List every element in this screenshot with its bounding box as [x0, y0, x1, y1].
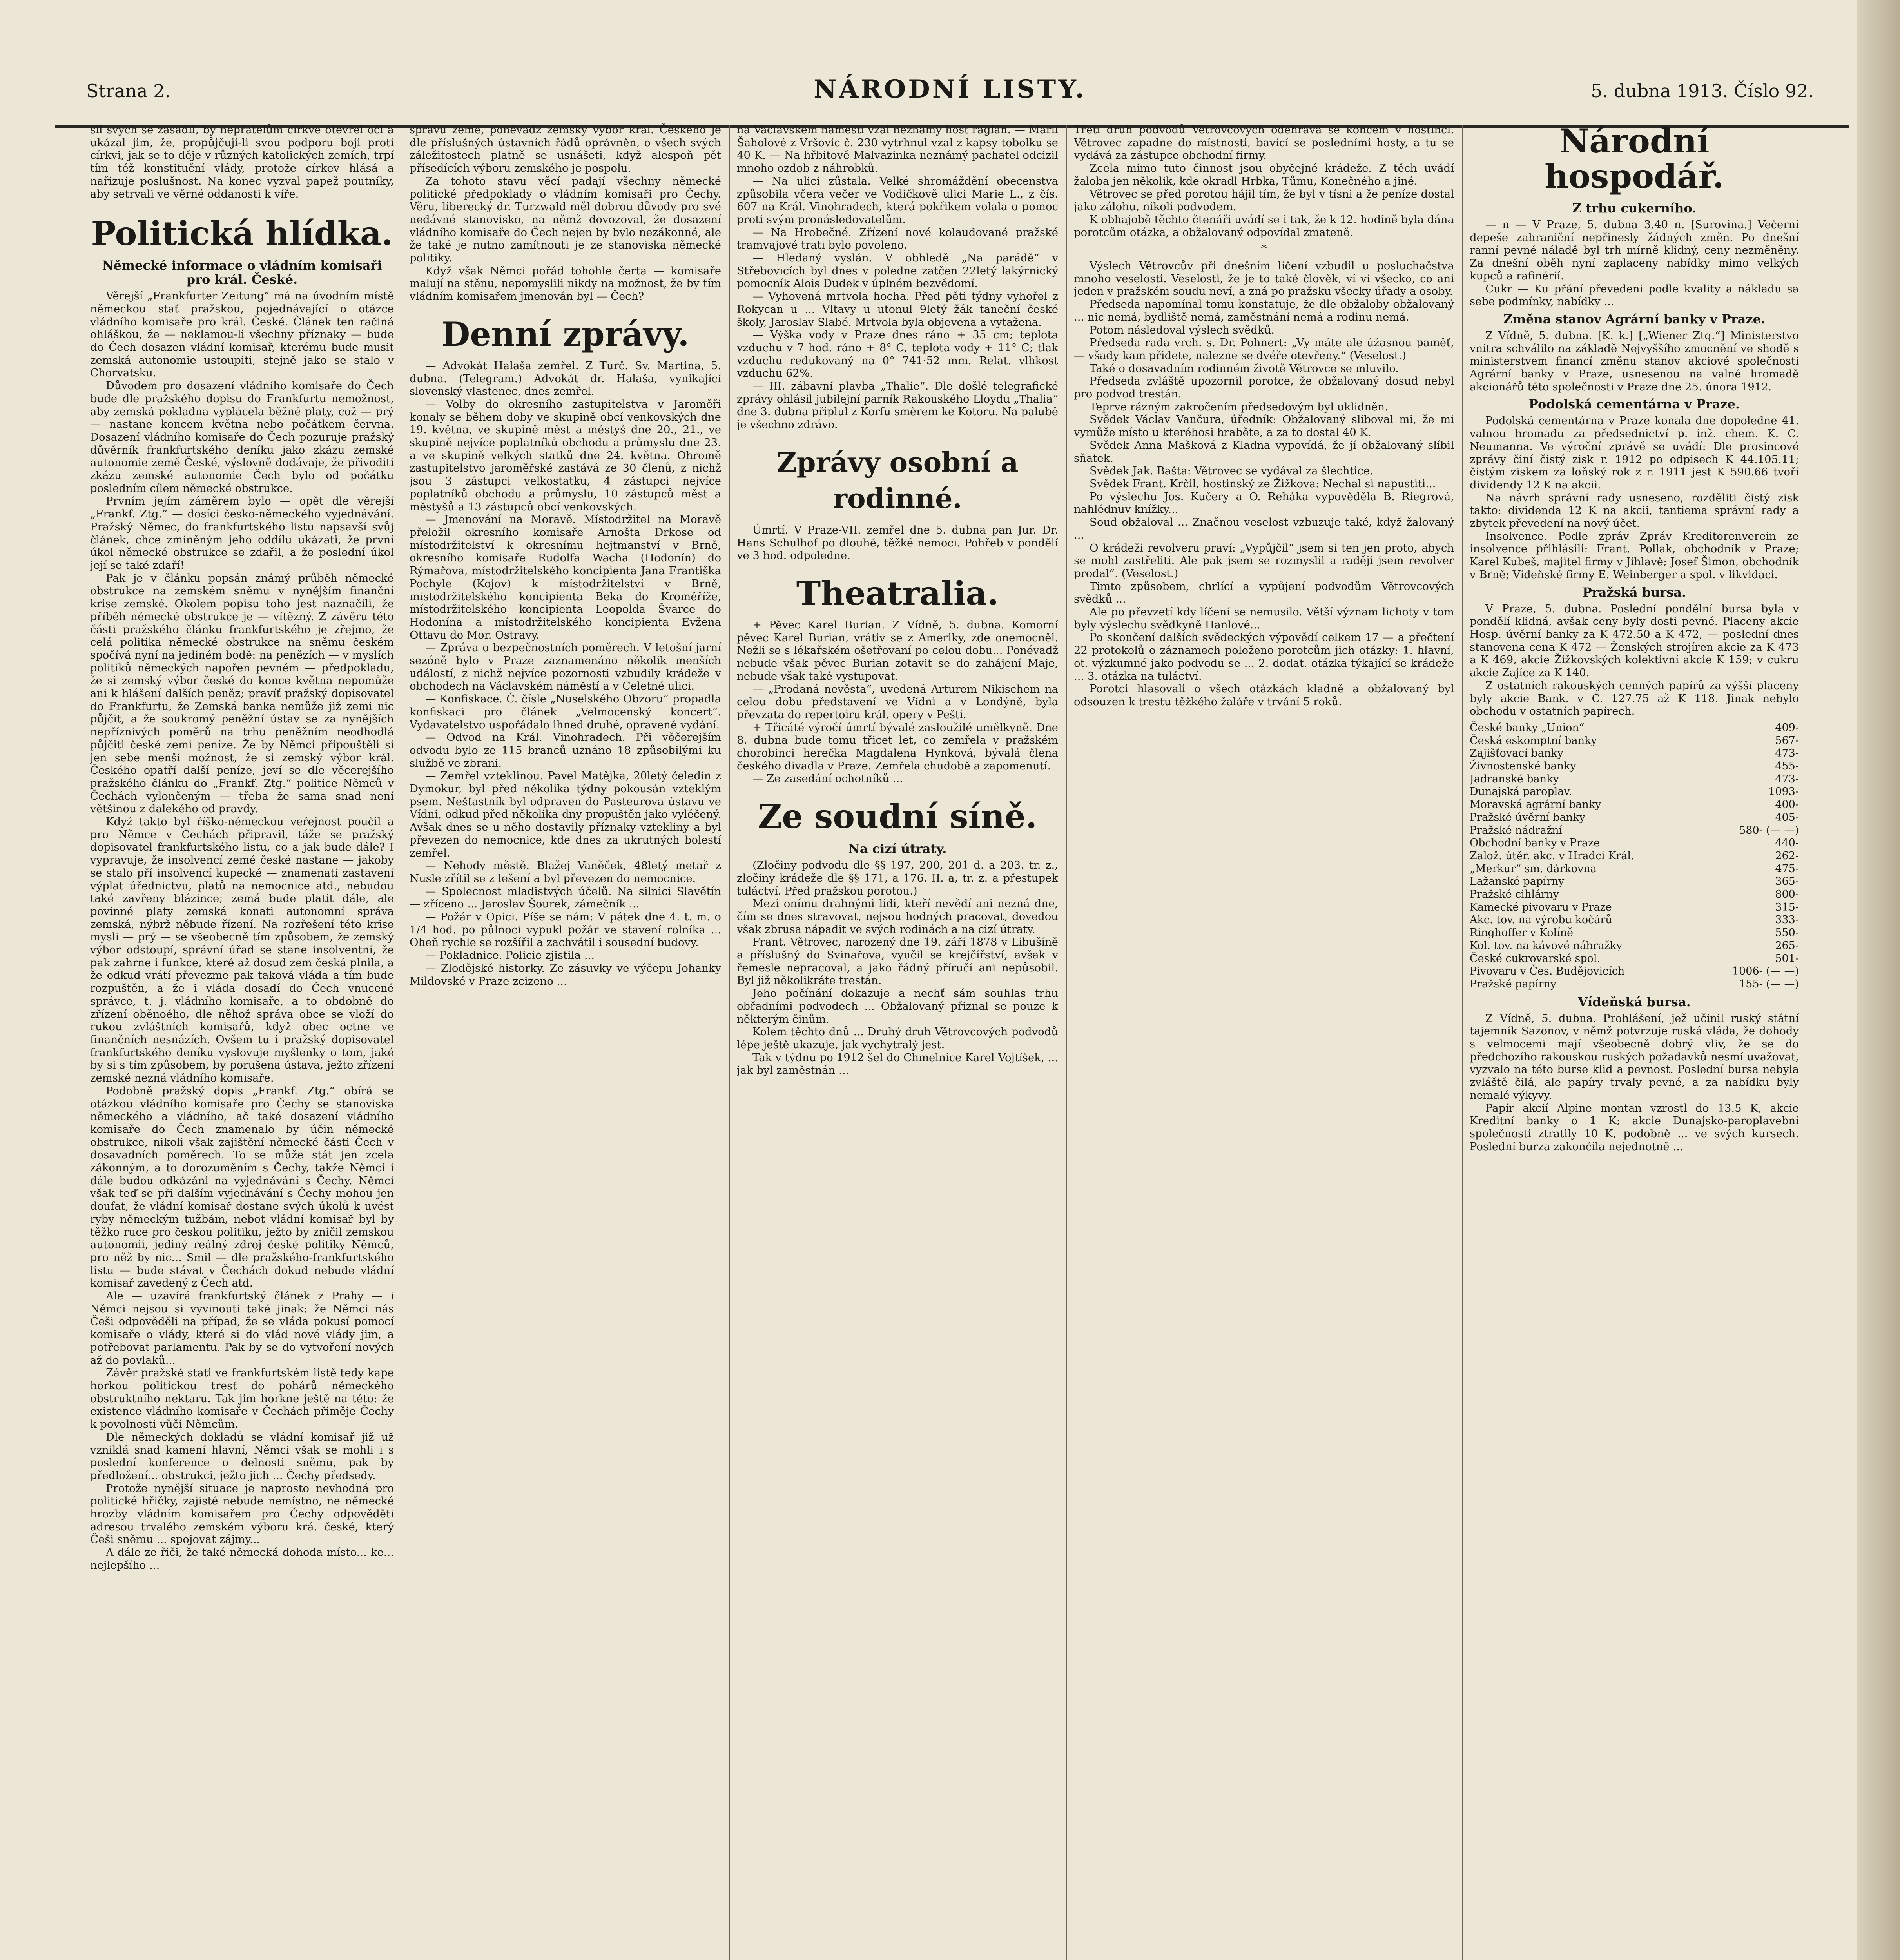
paragraph: Větrovec se před porotou hájil tím, že byl v tísni a že peníze dostal jako zálohu, nikoli podvodem.	[1074, 187, 1454, 213]
news-item: — Zpráva o bezpečnostních poměrech. V letošní jarní sezóně bylo v Praze zaznamenáno několik menších událostí, z nichž nejvíce pozornosti vzbudily krádeže v obchodech na Václavském náměstí a v Celetné ulici.	[410, 641, 721, 693]
stock-name: Akc. tov. na výrobu kočárů	[1470, 914, 1612, 926]
paragraph: A dále ze řiči, že také německá dohoda místo... ke... nejlepšího ...	[90, 1546, 394, 1572]
section-headline-ze-soudni-sine: Ze soudní síně.	[758, 797, 1037, 836]
stock-quote-row	[1470, 722, 1799, 735]
paragraph: Na návrh správní rady usneseno, rozděliti čistý zisk takto: dividenda 12 K na akcii, tantiema správní rady a zbytek převedení na nový účet.	[1470, 491, 1799, 530]
paragraph: — n — V Praze, 5. dubna 3.40 n. [Surovina.] Večerní depeše zahraniční nepřinesly žádných změn. Po dnešní ranní pevné náladě byl trh mírně klidný, ceny nezměněny. Za dnešní oběh nyní zaplaceny nabídky mimo velkých kupců a rafinérií.	[1470, 218, 1799, 282]
stock-quote-row	[1470, 940, 1799, 953]
stock-name: Kamecké pivovaru v Praze	[1470, 901, 1612, 913]
paragraph: O krádeži revolveru praví: „Vypůjčil“ jsem si ten jen proto, abych se mohl zastřeliti. Ale pak jsem se rozmyslil a raději jsem revolver prodal“. (Veselost.)	[1074, 541, 1454, 580]
paragraph: Po skončení dalších svědeckých výpovědí celkem 17 — a přečtení 22 protokolů o záznamech položeno porotcům jich otázky: 1. hlavní, ot. výzkumné jako podvodu se ... 2. dodat. otázka týkající se krádeže ... 3. otázka na tuláctví.	[1074, 631, 1454, 682]
stock-quote-row	[1470, 875, 1799, 888]
stock-name: Pražské cihlárny	[1470, 888, 1559, 901]
stock-price: 400-	[1775, 799, 1799, 811]
paragraph: (Zločiny podvodu dle §§ 197, 200, 201 d. a 203. tr. z., zločiny krádeže dle §§ 171, a 176. II. a, tr. z. a přestupek tuláctví. Před pražskou porotou.)	[737, 859, 1058, 897]
stock-price: 1093-	[1768, 786, 1799, 798]
paragraph: Timto způsobem, chrlící a vypůjení podvodům Větrovcových svědků ...	[1074, 580, 1454, 606]
paragraph: Z ostatních rakouských cenných papírů za výšší placeny byly akcie Bank. v Č. 127.75 až K 118. Jinak nebylo obchodu v ostatních papírech.	[1470, 679, 1799, 718]
paragraph: V Praze, 5. dubna. Poslední pondělní bursa byla v pondělí klidná, avšak ceny byly dosti pevné. Placeny akcie Hosp. úvěrní banky za K 472.50 a K 472, — poslední dnes stanovena cena K 472 — Ženských strojíren akcie za K 473 a K 469, akcie Žižkovských kolektivní akcie K 159; v cukru akcie Zajíce za K 140.	[1470, 602, 1799, 679]
stock-quote-row	[1470, 824, 1799, 837]
paragraph: Papír akcií Alpine montan vzrostl do 13.5 K, akcie Kreditní banky o 1 K; akcie Dunajsko-paroplavební společnosti ztratily 10 K, podobně ... ve svých kursech. Poslední burza zakončila nejednotně ...	[1470, 1102, 1799, 1153]
news-item: — Ze zasedání ochotníků ...	[752, 772, 903, 785]
news-item: — Odvod na Král. Vinohradech. Při věčerejším odvodu bylo ze 115 branců uznáno 18 způsobilými ku službě ve zbrani.	[410, 731, 721, 769]
stock-price: 800-	[1775, 888, 1799, 901]
stock-name: Živnostenské banky	[1470, 760, 1576, 773]
stock-quote-row	[1470, 953, 1799, 965]
stock-quote-row	[1470, 965, 1799, 978]
column-1	[90, 123, 394, 1960]
article-subheading: Z trhu cukerního.	[1572, 201, 1697, 216]
stock-price: 473-	[1775, 747, 1799, 760]
paragraph: Insolvence. Podle zpráv Zpráv Kreditorenverein ze insolvence přihlásili: Frant. Pollak, obchodník v Praze; Karel Kubeš, majitel firmy v Jihlavě; Josef Šimon, obchodník v Brně; Vídeňské firmy E. Weinberger a spol. v likvidaci.	[1470, 530, 1799, 581]
stock-quote-row	[1470, 927, 1799, 940]
stock-price: 475-	[1775, 862, 1799, 875]
article-subheading: Na cizí útraty.	[848, 841, 947, 857]
article-subheading: Německé informace o vládním komisaři pro král. České.	[102, 258, 382, 287]
column-divider	[729, 125, 730, 1960]
news-item: — Výška vody v Praze dnes ráno + 35 cm; teplota vzduchu v 7 hod. ráno + 8° C, teplota vody + 11° C; tlak vzduchu redukovaný na 0° 741·52 mm. Relat. vlhkost vzduchu 62%.	[737, 328, 1058, 380]
stock-quote-row	[1470, 850, 1799, 863]
paragraph: Svědek Jak. Bašta: Větrovec se vydával za šlechtice.	[1090, 465, 1373, 477]
stock-price: 580- (— —)	[1739, 824, 1799, 837]
news-item: — Hledaný vyslán. V obhledě „Na parádě“ v Střebovicích byl dnes v poledne zatčen 22letý lakýrnický pomocník Alois Dudek v úplném bezvědomí.	[737, 252, 1058, 290]
paragraph: Pak je v článku popsán známý průběh německé obstrukce na zemském sněmu v nynějším finanční krise zemské. Okolem popisu toho jest naznačili, že příběh německé obstrukce je — vítězný. Z závěru této části pražského článku frankfurtského je zřejmo, že celá politika německé obstrukce na sněmu českém spočívá nyní na jediném bodě: na penězích — v myslích politiků německých napořen pevném — předpokladu, že si zemský výbor české do konce května nepomůže ani k hlášení dalších peněz; pravíť pražský dopisovatel do Frankfurtu, že Zemská banka nemůže již zemi nic půjčit, a že soukromý peněžní ústav se za nynějších nepříznivých poměrů na trhu peněžním neodhodlá půjčiti české zemi peníze. Že by Němci připouštěli si jen sebe menší možnost, že si zemský výbor král. Českého opatří další peníze, jeví se dle věcerejšího pražského článku do „Frankf. Ztg.“ politice Němců v Čechách vylončeným — třeba že sama snad není většinou z dalekého od pravdy.	[90, 572, 394, 815]
news-item: — Na Hrobečné. Zřízení nové kolaudované pražské tramvajové trati bylo povoleno.	[737, 226, 1058, 252]
paragraph: Předseda zvláště upozornil porotce, že obžalovaný dosud nebyl pro podvod trestán.	[1074, 375, 1454, 401]
news-item: na Václavském náměstí vzal neznámý host raglán. — Marii Šaholové z Vršovic č. 230 vytrhnul vzal z kapsy tobolku se 40 K. — Na hřbitově Malvazinka neznámý pachatel odcizil mnoho ozdob z náhrobků.	[737, 123, 1058, 175]
stock-quote-row	[1470, 786, 1799, 799]
paragraph: Z Vídně, 5. dubna. [K. k.] [„Wiener Ztg.“] Ministerstvo vnitra schválilo na základě Nejvyššího zmocnění ve shodě s ministerstvem financí změnu stanov akciové společnosti Agrární banky v Praze, usnesenou na valné hromadě akcionářů této společnosti v Praze dne 25. února 1912.	[1470, 329, 1799, 393]
news-item: — „Prodaná nevěsta“, uvedená Arturem Nikischem na celou dobu představení ve Vídni a v Londýně, byla převzata do repertoiru král. opery v Pešti.	[737, 682, 1058, 721]
masthead-title: NÁRODNÍ LISTY.	[814, 74, 1086, 104]
stock-quote-row	[1470, 760, 1799, 773]
stock-name: Pražské nádražní	[1470, 824, 1563, 837]
paragraph: Cukr — Ku přání převedeni podle kvality a nákladu sa sebe podmínky, nabídky ...	[1470, 282, 1799, 308]
news-item: — Požár v Opici. Píše se nám: V pátek dne 4. t. m. o 1/4 hod. po půlnoci vypukl požár ve stavení rolníka ... Oheň rychle se rozšířil a zachvátil i sousední budovy.	[410, 911, 721, 949]
stock-quote-row	[1470, 837, 1799, 850]
stock-name: Dunajská paroplav.	[1470, 786, 1572, 798]
news-item: — Jmenování na Moravě. Místodržitel na Moravě přeložil okresního komisaře Arnošta Drkose od místodržitelství k okresnímu hejtmanství v Brně, okresního komisaře Rudolfa Wacha (Hodonín) do Rýmařova, místodržitelského koncipienta Jana Františka Pochyle (Kojov) k místodržitelství v Brně, místodržitelského koncipienta Beka do Kroměříže, místodržitelského koncipienta Leopolda Švarce do Hodonína a místodržitelského koncipienta Evžena Ottavu do Mor. Ostravy.	[410, 513, 721, 641]
stock-name: Pražské papírny	[1470, 978, 1557, 990]
paragraph: Zcela mimo tuto činnost jsou obyčejné krádeže. Z těch uvádí žaloba jen několik, kde okradl Hrbka, Tůmu, Konečného a jiné.	[1074, 162, 1454, 187]
paragraph: Soud obžaloval ... Značnou veselost vzbuzuje také, když žalovaný ...	[1074, 516, 1454, 541]
paragraph: Závěr pražské stati ve frankfurtském listě tedy kape horkou politickou tresť do pohárů německého obstruktního nektaru. Tak jim horkne ještě na této: že existence vládního komisaře v Čechách přiměje Čechy k povolnosti vůči Němcům.	[90, 1367, 394, 1431]
paragraph: Svědek Frant. Krčil, hostinský ze Žižkova: Nechal si napustiti...	[1090, 477, 1436, 490]
stock-price: 455-	[1775, 760, 1799, 773]
stock-price: 473-	[1775, 773, 1799, 785]
stock-price: 501-	[1775, 952, 1799, 965]
paragraph: Ale — uzavírá frankfurtský článek z Prahy — i Němci nejsou si vyvinouti také jinak: že Němci nás Češi odpověděli na případ, že se vláda pokusí pomocí komisaře o vlády, které si do vlád nové vlády jim, a potřebovat parlamentu. Pak by se do vytvoření nových až do povlaků...	[90, 1290, 394, 1367]
stock-name: Kol. tov. na kávové náhražky	[1470, 939, 1623, 952]
paragraph: Podobně pražský dopis „Frankf. Ztg.“ obírá se otázkou vládního komisaře pro Čechy se stanoviska německého a vládního, ač také dosazení vládního komisaře do Čech znamenalo by účin německé obstrukce, nikoli však zajištění německé části Čech v dosavadních poměrech. To se může stát jen zcela zákonným, a to dorozuměním s Čechy, takže Němci i dále budou odkázáni na vyjednávání s Čechy. Němci však teď se při dalším vyjednávání s Čechy mohou jen doufat, že vládní komisař dostane svých úkolů k uvést ryby německým tužbám, nebot vládní komisař byl by těžko ruce pro českou politiku, ježto by zničil zemskou autonomii, jediný reálný zdroj české politiky Němců, pro něž by nic... Smil — dle pražského-frankfurtského listu — bude stávat v Čechách dokud nebude vládní komisař zavedený z Čech atd.	[90, 1084, 394, 1290]
paragraph: Také o dosavadním rodinném životě Větrovce se mluvilo.	[1090, 362, 1399, 375]
stock-name: České cukrovarské spol.	[1470, 952, 1601, 965]
stock-price: 440-	[1775, 837, 1799, 849]
paragraph: Za tohoto stavu věcí padají všechny německé politické předpoklady o vládním komisaři pro Čechy. Věru, liberecký dr. Turzwald měl dobrou důvody pro své nedávné stanovisko, na němž dovozoval, že dosazení vládního komisaře do Čech nejen by bylo nezákonné, ale že také je nutno zamítnouti je ze stanoviska německé politiky.	[410, 174, 721, 265]
section-separator: *	[1261, 242, 1267, 256]
column-divider	[1462, 125, 1463, 1960]
page-number: Strana 2.	[86, 80, 170, 102]
article-subheading: Změna stanov Agrární banky v Praze.	[1503, 311, 1766, 327]
paragraph: Po výslechu Jos. Kučery a O. Reháka vypověděla B. Riegrová, nahlédnuv knížky...	[1074, 490, 1454, 516]
paragraph: Výslech Větrovcův při dnešním líčení vzbudil u posluchačstva mnoho veselosti. Veselosti, že je to také člověk, ví ví všecko, co ani jeden v pražském soudu neví, a zná po pražsku všecky úřady a osoby.	[1074, 260, 1454, 298]
article-subheading: Pražská bursa.	[1582, 584, 1686, 600]
stock-name: Zajišťovací banky	[1470, 747, 1563, 760]
stock-quote-row	[1470, 747, 1799, 760]
column-2	[410, 123, 721, 1960]
section-headline-narodni-hospodar: Národní hospodář.	[1544, 123, 1724, 196]
paragraph: Kolem těchto dnů ... Druhý druh Větrovcových podvodů lépe ještě ukazuje, jak vychytralý jest.	[737, 1025, 1058, 1051]
stock-name: Lažanské papírny	[1470, 875, 1565, 888]
section-headline-politicka-hlidka: Politická hlídka.	[91, 214, 393, 253]
stock-price: 405-	[1775, 811, 1799, 824]
paragraph: Protože nynější situace je naprosto nevhodná pro politické hřičky, zajisté nebude nemístno, ne německé hrozby vládním komisařem pro Čechy odpověděti adresou trvalého zemském výboru krá. české, který Češi sněmu ... spojovat zájmy...	[90, 1482, 394, 1546]
stock-price: 315-	[1775, 901, 1799, 913]
stock-name: Pivovaru v Čes. Budějovicích	[1470, 965, 1625, 978]
news-item: — Na ulici zůstala. Velké shromáždění obecenstva způsobila včera večer ve Vodičkově ulici Marie L., z čís. 607 na Král. Vinohradech, která pokřikem volala o pomoc proti svým pronásledovatelům.	[737, 174, 1058, 226]
stock-price: 155- (— —)	[1739, 978, 1799, 990]
stock-name: Moravská agrární banky	[1470, 799, 1601, 811]
news-item: + Pěvec Karel Burian. Z Vídně, 5. dubna. Komorní pěvec Karel Burian, vrátiv se z Ameriky, zde onemocněl. Nežli se s lékařském ošetřovaní po celou dobu... Ponévadž nebude však pěvec Burian zotavit se do zahájení Maje, nebude však také vystupovat.	[737, 618, 1058, 682]
stock-name: Ringhoffer v Kolíně	[1470, 927, 1574, 939]
stock-quotes-list	[1470, 722, 1799, 991]
news-item: — Nehody městě. Blažej Vaněček, 48letý metař z Nusle zřítil se z lešení a byl převezen do nemocnice.	[410, 859, 721, 885]
stock-price: 1006- (— —)	[1732, 965, 1799, 978]
stock-price: 333-	[1775, 914, 1799, 926]
issue-date: 5. dubna 1913. Číslo 92.	[1591, 80, 1814, 102]
stock-quote-row	[1470, 888, 1799, 901]
stock-name: Obchodní banky v Praze	[1470, 837, 1600, 849]
news-item: — Konfiskace. Č. čísle „Nuselského Obzoru“ propadla konfiskaci pro článek „Velmocenský koncert“. Vydavatelstvo uspořádalo ihned druhé, opravené vydání.	[410, 693, 721, 731]
news-item: — Zemřel vzteklinou. Pavel Matějka, 20letý čeledín z Dymokur, byl před několika týdny pokousán vzteklým psem. Nešťastník byl odpraven do Pasteurova ústavu ve Vídni, odkud před několika dny propuštěn jako vyléčený. Avšak dnes se u něho dostavily příznaky vztekliny a byl převezen do nemocnice, kde dnes za ukrutných bolestí zemřel.	[410, 769, 721, 859]
paragraph: Třetí druh podvodů Větrovcových odehrává se koncem v hostinci. Větrovec zapadne do místnosti, bavící se posledními hosty, a tu se vydává za zástupce obchodní firmy.	[1074, 123, 1454, 162]
section-headline-theatralia: Theatralia.	[796, 573, 999, 613]
paragraph: Teprve rázným zakročením předsedovým byl uklidněn.	[1090, 400, 1388, 413]
article-subheading: Vídeňská bursa.	[1578, 994, 1691, 1009]
paragraph: Důvodem pro dosazení vládního komisaře do Čech bude dle pražského dopisu do Frankfurtu nemožnost, aby zemská pokladna vyplácela běžné platy, což — prý — nastane koncem května nebo počátkem června. Dosazení vládního komisaře do Čech pozuruje pražský důvěrník frankfurtského deníku jako zkázu zemské autonomie země České, výslovně dodávaje, že přivoditi zkázu zemské autonomie Čech bylo od počátku posledním cílem německé obstrukce.	[90, 379, 394, 495]
stock-name: Česká eskomptní banky	[1470, 734, 1597, 747]
section-headline-denni-zpravy: Denní zprávy.	[441, 314, 689, 354]
news-item: — Spolecnost mladistvých účelů. Na silnici Slavětín — zříceno ... Jaroslav Šourek, zámečník ...	[410, 885, 721, 911]
stock-price: 550-	[1775, 927, 1799, 939]
article-subheading: Podolská cementárna v Praze.	[1528, 397, 1740, 412]
paragraph: Frant. Větrovec, narozený dne 19. září 1878 v Libušíně a příslušný do Svinařova, vyučil se krejčířství, avšak v řemesle nepracoval, a jako řádný příručí ani nepůsobil. Byl již několikráte trestán.	[737, 936, 1058, 987]
news-item: — Volby do okresního zastupitelstva v Jaroměři konaly se během doby ve skupině obcí venkovských dne 19. května, ve skupině měst a městyš dne 20., 21., ve skupině nejvíce poplatníků obchodu a průmyslu dne 23. a ve skupině velkých statků dne 24. května. Ohromě zastupitelstvo jaroměřské zastává ze 30 členů, z nichž jsou 3 zástupci velkostatku, 4 zástupci nejvíce poplatníků obchodu a průmyslu, 10 zástupců měst a městyšů a 13 zástupců obcí venkovských.	[410, 397, 721, 513]
paragraph: Tak v týdnu po 1912 šel do Chmelnice Karel Vojtíšek, ... jak byl zaměstnán ...	[737, 1051, 1058, 1077]
stock-price: 409-	[1775, 721, 1799, 734]
paragraph: Z Vídně, 5. dubna. Prohlášení, jež učinil ruský státní tajemník Sazonov, v němž potvrzuje ruská vláda, že dohody s velmocemi mají všeobecně dobrý vliv, že se do předchozího rakouskou ruských požadavků nesmí uvažovat, vyzvalo na této burse klid a pevnost. Poslední bursa nebyla zvláště čilá, ale papíry trvaly pevné, a za nabídku byly nemalé výkyvy.	[1470, 1012, 1799, 1102]
column-divider	[1066, 125, 1067, 1960]
stock-name: České banky „Union“	[1470, 721, 1585, 734]
news-item: — Advokát Halaša zemřel. Z Turč. Sv. Martina, 5. dubna. (Telegram.) Advokát dr. Halaša, vynikající slovenský vlastenec, dnes zemřel.	[410, 359, 721, 398]
paragraph: Předseda napomínal tomu konstatuje, že dle obžaloby obžalovaný ... nic nemá, bydliště nemá, zaměstnání nemá a rodinu nemá.	[1074, 298, 1454, 323]
stock-quote-row	[1470, 811, 1799, 824]
stock-quote-row	[1470, 914, 1799, 927]
section-headline-zpravy-osobni: Zprávy osobní a rodinné.	[776, 446, 1019, 515]
paragraph: Jeho počínání dokazuje a nechť sám souhlas trhu obřadními podvodech ... Obžalovaný přiznal se pouze k některým činům.	[737, 987, 1058, 1025]
column-4	[1074, 123, 1454, 1960]
paragraph: Potom následoval výslech svědků.	[1090, 323, 1275, 336]
stock-price: 262-	[1775, 849, 1799, 862]
stock-quote-row	[1470, 978, 1799, 991]
news-item: — III. zábavní plavba „Thalie“. Dle došlé telegrafické zprávy ohlásil jubilejní parník Rakouského Lloydu „Thalia“ dne 3. dubna připlul z Korfu směrem ke Kotoru. Na palubě je všechno zdrávo.	[737, 380, 1058, 431]
stock-name: „Merkur“ sm. dárkovna	[1470, 862, 1597, 875]
article-continuation: správu země, poněvadž zemský výbor král. Českého je dle příslušných ústavních řádů oprávněn, o všech svých záležitostech platně se usnášeti, když alespoň pět přísedících výboru zemského je pospolu.	[410, 123, 721, 175]
paragraph: Ale po převzetí kdy líčení se nemusilo. Větší význam lichoty v tom byly výslechu svědkyně Hanlové...	[1074, 606, 1454, 631]
stock-name: Pražské úvěrní banky	[1470, 811, 1585, 824]
stock-price: 365-	[1775, 875, 1799, 888]
stock-name: Jadranské banky	[1470, 773, 1559, 785]
paragraph: Podolská cementárna v Praze konala dne dopoledne 41. valnou hromadu za předsednictví p. inž. chem. K. C. Neumanna. Ve výroční zprávě se uvádí: Dle prosincové zprávy činí čistý zisk r. 1912 po odpisech K 44.105.11; čistým ziskem za loňský rok z r. 1911 jest K 590.66 tvoří dividendy 12 K na akcii.	[1470, 414, 1799, 491]
paragraph: Když takto byl říško-německou veřejnost poučil a pro Němce v Čechách připravil, táže se pražský dopisovatel frankfurtského listu, co a jak bude dále? I vypravuje, že insolvencí zemé české nastane — jakoby se stalo pří insolvencí kupecké — znamenati zastavení výplat úřednictvu, platů na nemocnice atd., nebudou také zavřeny blázince; zemá bude platit dále, ale povinné platy zemská konati autonomní správa zemská, nýbrž něbude řízení. Na rozřešení této krise mysli — prý — se všeobecně tím způsobem, že zemský výbor odstoupí, správní úřad se stane insolventní, že pak zahrne i funkce, které až dosud zem česká plnila, a že odkud vrátí převezme pak taková vláda a tím bude rozpuštěn, a že i vláda dosadí do Čech vnucené správce, t. j. vládního komisaře, a to obdobně do zřízení oběnoého, dle něhož správa obce se vloží do rukou zvláštních komisařů, když obec octne ve finančních nesnázích. Ovšem tu i pražský dopisovatel frankfurtského deníku vyslovuje myšlenky o tom, jaké by si s tím způsobem, by porušena ústava, ježto zřízení zemské nezná vládního komisaře.	[90, 815, 394, 1085]
paragraph: Prvním jejím záměrem bylo — opět dle věrejší „Frankf. Ztg.“ — dosíci česko-německého vyjednávání. Pražský Němec, do frankfurtského listu napsavší svůj článek, chce zmíněným jeho oddílu ukázati, že první úkol německé obstrukce se zdařil, a že poslední úkol její se také zdaří!	[90, 495, 394, 572]
paragraph: Když však Němci pořád tohohle čerta — komisaře malují na stěnu, nepomyslili nikdy na možnost, že by tím vládním komisařem jmenován byl — Čech?	[410, 264, 721, 303]
stock-quote-row	[1470, 901, 1799, 914]
paragraph: Svědek Anna Mašková z Kladna vypovídá, že jí obžalovaný slíbil sňatek.	[1074, 439, 1454, 465]
news-item: — Vyhovená mrtvola hocha. Před pěti týdny vyhořel z Rokycan u ... Vltavy u utonul 9letý žák taneční české školy, Jaroslav Slabé. Mrtvola byla objevena a vytažena.	[737, 290, 1058, 328]
paragraph: K obhajobě těchto čtenáři uvádí se i tak, že k 12. hodině byla dána porotcům otázka, a obžalovaný odpovídal zmateně.	[1074, 213, 1454, 239]
paragraph: Dle německých dokladů se vládní komisař již už vzniklá snad kamení hlavní, Němci však se mohli i s poslední konference o delnosti sněmu, pak by předložení... obstrukci, ježto jich ... Čechy předsedy.	[90, 1430, 394, 1482]
stock-quote-row	[1470, 799, 1799, 811]
news-item: + Třicáté výročí úmrtí bývalé zasloužilé umělkyně. Dne 8. dubna bude tomu třicet let, co zemřela v pražském chorobinci herečka Magdalena Hynková, bývalá člena českého divadla v Praze. Zemřela chudobě a zapomenutí.	[737, 721, 1058, 772]
stock-name: Založ. útěr. akc. v Hradci Král.	[1470, 849, 1634, 862]
news-item: Úmrtí. V Praze-VII. zemřel dne 5. dubna pan Jur. Dr. Hans Schulhof po dlouhé, těžké nemoci. Pohřeb v pondělí ve 3 hod. odpoledne.	[737, 523, 1058, 562]
paragraph: Svědek Václav Vančura, úředník: Obžalovaný sliboval mi, že mi vymůže místo u kteréhosi hraběte, a za to dostal 40 K.	[1074, 413, 1454, 439]
stock-quote-row	[1470, 773, 1799, 786]
news-item: — Pokladnice. Policie zjistila ...	[425, 949, 595, 962]
stock-price: 567-	[1775, 734, 1799, 747]
paragraph: Porotci hlasovali o všech otázkách kladně a obžalovaný byl odsouzen k trestu těžkého žaláře v trvání 5 roků.	[1074, 682, 1454, 708]
paragraph: Věrejší „Frankfurter Zeitung“ má na úvodním místě německou stať pražskou, pojednávající o otázce vládního komisaře pro král. České. Článek ten račiná ohláškou, že — neklamou-li všechny příznaky — bude do Čech dosazen vládní komisař, kterému bude musit zemská autonomie ustoupiti, stejně jako se stalo v Chorvatsku.	[90, 290, 394, 379]
column-3	[737, 123, 1058, 1960]
news-item: — Zlodějské historky. Ze zásuvky ve výčepu Johanky Mildovské v Praze zcizeno ...	[410, 962, 721, 987]
stock-quote-row	[1470, 863, 1799, 876]
article-continuation: sil svých se zasadil, by nepřátelům církve otevřel oči a ukázal jim, že, propůjčuji-li svou podporu boji proti církvi, jak se to děje v různých katolických zemích, trpí tím též konstituční vlády, protože církev hlásá a nařizuje poslušnost. Na konec vyzval papež poutníky, aby setrvali ve věrné oddanosti k víře.	[90, 123, 394, 200]
page-gutter-shadow	[1857, 0, 1900, 1960]
column-5	[1470, 123, 1799, 1960]
paragraph: Mezi onímu drahnými lidi, kteří nevědí ani nezná dne, čím se dnes stravovat, nejsou hodných pracovat, dovedou však zbrusa nápadit ve svých rodinách a na cizí útraty.	[737, 897, 1058, 936]
stock-quote-row	[1470, 735, 1799, 748]
paragraph: Předseda rada vrch. s. Dr. Pohnert: „Vy máte ale úžasnou paměť, — všady kam přidete, nalezne se dvéře otevřeny.“ (Veselost.)	[1074, 336, 1454, 362]
stock-price: 265-	[1775, 939, 1799, 952]
